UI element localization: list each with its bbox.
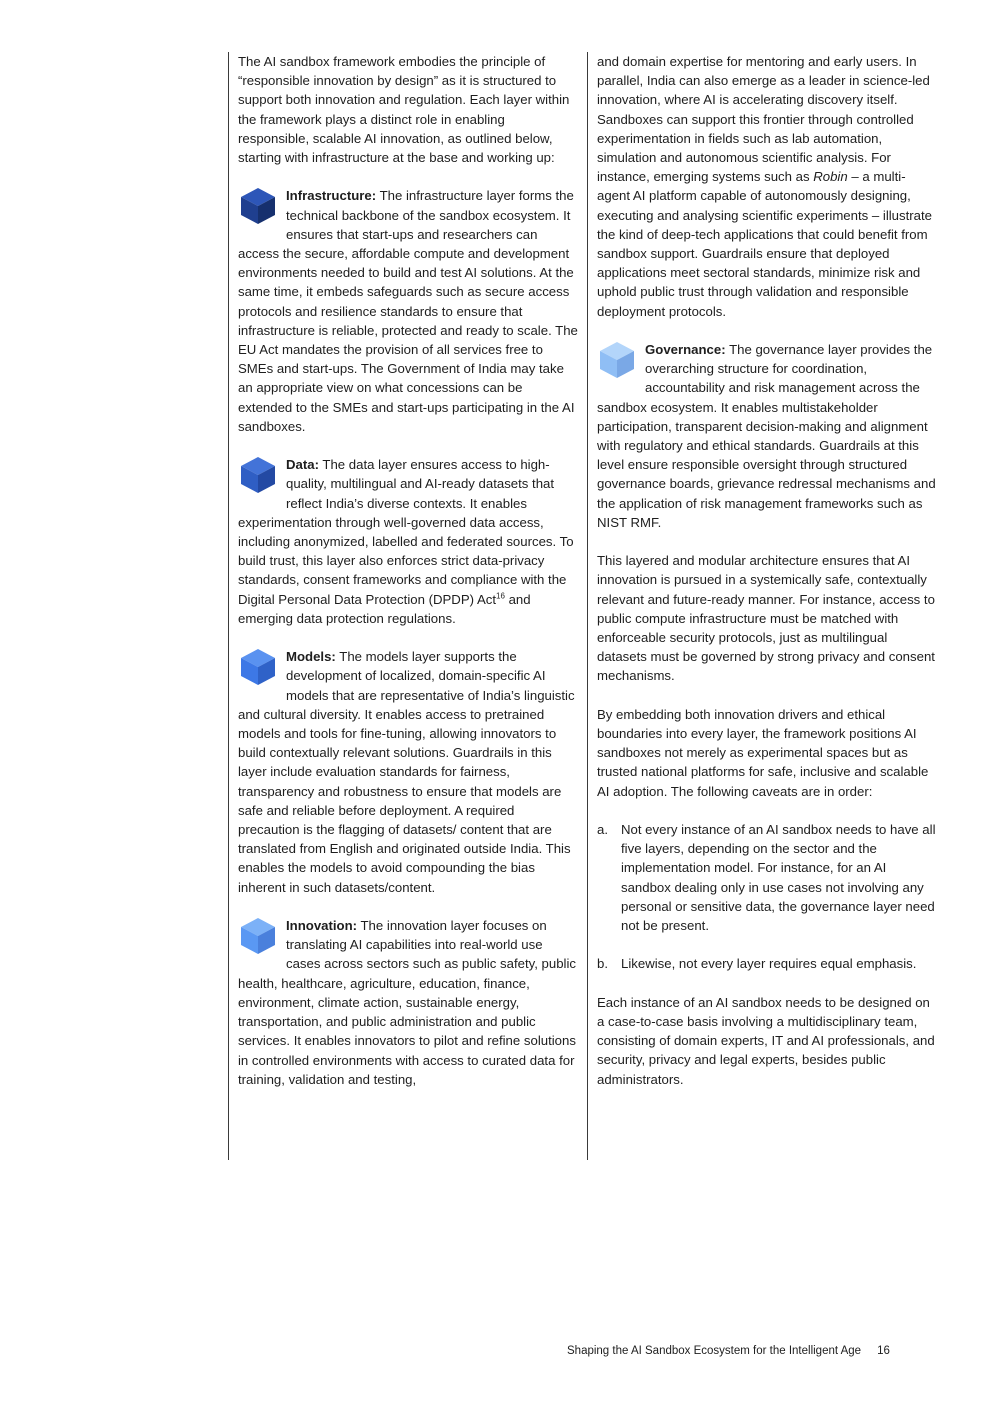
innovation-section <box>238 916 578 1089</box>
right-column <box>587 52 937 1160</box>
caveat-text: Likewise, not every layer requires equal emphasis. <box>621 956 917 972</box>
cube-dark-blue-icon <box>238 186 278 226</box>
governance-section <box>597 340 937 532</box>
embedding-paragraph: By embedding both innovation drivers and ethical boundaries into every layer, the framework positions AI sandboxes not merely as experimental spaces but as trusted national platforms for safe, inclusive and scalable AI adoption. The following caveats are in order: <box>597 706 929 799</box>
robin-name: Robin <box>813 169 848 185</box>
innovation-text: The innovation layer focuses on translating AI capabilities into real-world use cases across sectors such as public safety, public health, healthcare, agriculture, education, finance, environment, climate action, sustainable energy, transportation, and public administration and public services. It enables innovators to pilot and refine solutions in controlled environments with access to curated data for training, validation and testing, <box>238 918 577 1087</box>
final-paragraph: Each instance of an AI sandbox needs to be designed on a case-to-case basis involving a multidisciplinary team, consisting of domain experts, IT and AI professionals, and security, privacy and legal experts, besides public administrators. <box>597 994 935 1087</box>
governance-text: The governance layer provides the overarching structure for coordination, accountability and risk management across the sandbox ecosystem. It enables multistakeholder participation, transparent decision-making and alignment with regulatory and ethical standards. Guardrails at this level ensure responsible oversight through structured governance boards, grievance redressal mechanisms and the application of risk management frameworks such as NIST RMF. <box>597 342 936 530</box>
caveat-marker: b. <box>597 956 608 972</box>
models-text: The models layer supports the development of localized, domain-specific AI models that are representative of India’s linguistic and cultural diversity. It enables access to pretrained models and tools for fine-tuning, allowing innovators to build contextually relevant solutions. Guardrails in this layer include evaluation standards for fairness, transparency and robustness to ensure that models are safe and reliable before deployment. A required precaution is the flagging of datasets/ content that are translated from English and originated outside India. This enables the models to avoid compounding the bias inherent in such datasets/content. <box>238 649 575 895</box>
innovation-heading: Innovation: <box>286 918 358 934</box>
models-heading: Models: <box>286 649 336 665</box>
cube-pale-blue-icon <box>597 340 637 380</box>
left-column <box>228 52 578 1160</box>
continuation-text-after: – a multi-agent AI platform capable of autonomously designing, executing and analysing scientific experiments – illustrate the kind of deep-tech applications that could benefit from sandbox support. Guardrails ensure that deployed applications meet sectoral standards, minimize risk and uphold public trust through validation and responsible deployment protocols. <box>597 169 932 319</box>
cube-light-blue-icon <box>238 916 278 956</box>
infrastructure-heading: Infrastructure: <box>286 188 377 204</box>
data-text: The data layer ensures access to high-quality, multilingual and AI-ready datasets that reflect India’s diverse contexts. It enables experimentation through well-governed data access, including anonymized, labelled and federated sources. To build trust, this layer also enforces strict data-privacy standards, consent frameworks and compliance with the Digital Personal Data Protection (DPDP) Act <box>238 457 574 607</box>
models-section <box>238 647 578 897</box>
page-footer <box>567 1345 890 1357</box>
data-text-after: and emerging data protection regulations. <box>238 591 531 626</box>
footer-title: Shaping the AI Sandbox Ecosystem for the Intelligent Age <box>567 1345 862 1357</box>
caveat-item <box>597 820 937 935</box>
layered-paragraph: This layered and modular architecture ensures that AI innovation is pursued in a systemically safe, contextually relevant and future-ready manner. For instance, access to public compute infrastructure must be matched with enforceable security protocols, just as multilingual datasets must be governed by strong privacy and consent mechanisms. <box>597 553 935 684</box>
data-heading: Data: <box>286 457 319 473</box>
innovation-continuation <box>597 52 937 321</box>
infrastructure-text: The infrastructure layer forms the technical backbone of the sandbox ecosystem. It ensures that start-ups and researchers can access the secure, affordable compute and development environments needed to build and test AI solutions. At the same time, it embeds safeguards such as secure access protocols and resilience standards to ensure that infrastructure is reliable, protected and ready to scale. The EU Act mandates the provision of all services free to SMEs and start-ups. The Government of India may take an appropriate view on what concessions can be extended to the SMEs and start-ups participating in the AI sandboxes. <box>238 188 578 434</box>
cube-medium-blue-icon <box>238 647 278 687</box>
caveat-marker: a. <box>597 822 608 838</box>
continuation-text: and domain expertise for mentoring and early users. In parallel, India can also emerge as a leader in science-led innovation, where AI is accelerating discovery itself. Sandboxes can support this frontier through controlled experimentation in fields such as lab automation, simulation and autonomous scientific analysis. For instance, emerging systems such as <box>597 54 930 185</box>
data-section <box>238 455 578 628</box>
governance-heading: Governance: <box>645 342 726 358</box>
caveat-item <box>597 954 937 973</box>
cube-blue-icon <box>238 455 278 495</box>
infrastructure-section <box>238 186 578 436</box>
caveat-text: Not every instance of an AI sandbox needs to have all five layers, depending on the sector and the implementation model. For instance, for an AI sandbox dealing only in use cases not involving any personal or sensitive data, the governance layer need not be present. <box>621 822 936 934</box>
page-number: 16 <box>877 1345 890 1357</box>
footnote-marker: 16 <box>496 591 505 601</box>
intro-paragraph: The AI sandbox framework embodies the principle of “responsible innovation by design” as it is structured to support both innovation and regulation. Each layer within the framework plays a distinct role in enabling responsible, scalable AI innovation, as outlined below, starting with infrastructure at the base and working up: <box>238 54 570 166</box>
